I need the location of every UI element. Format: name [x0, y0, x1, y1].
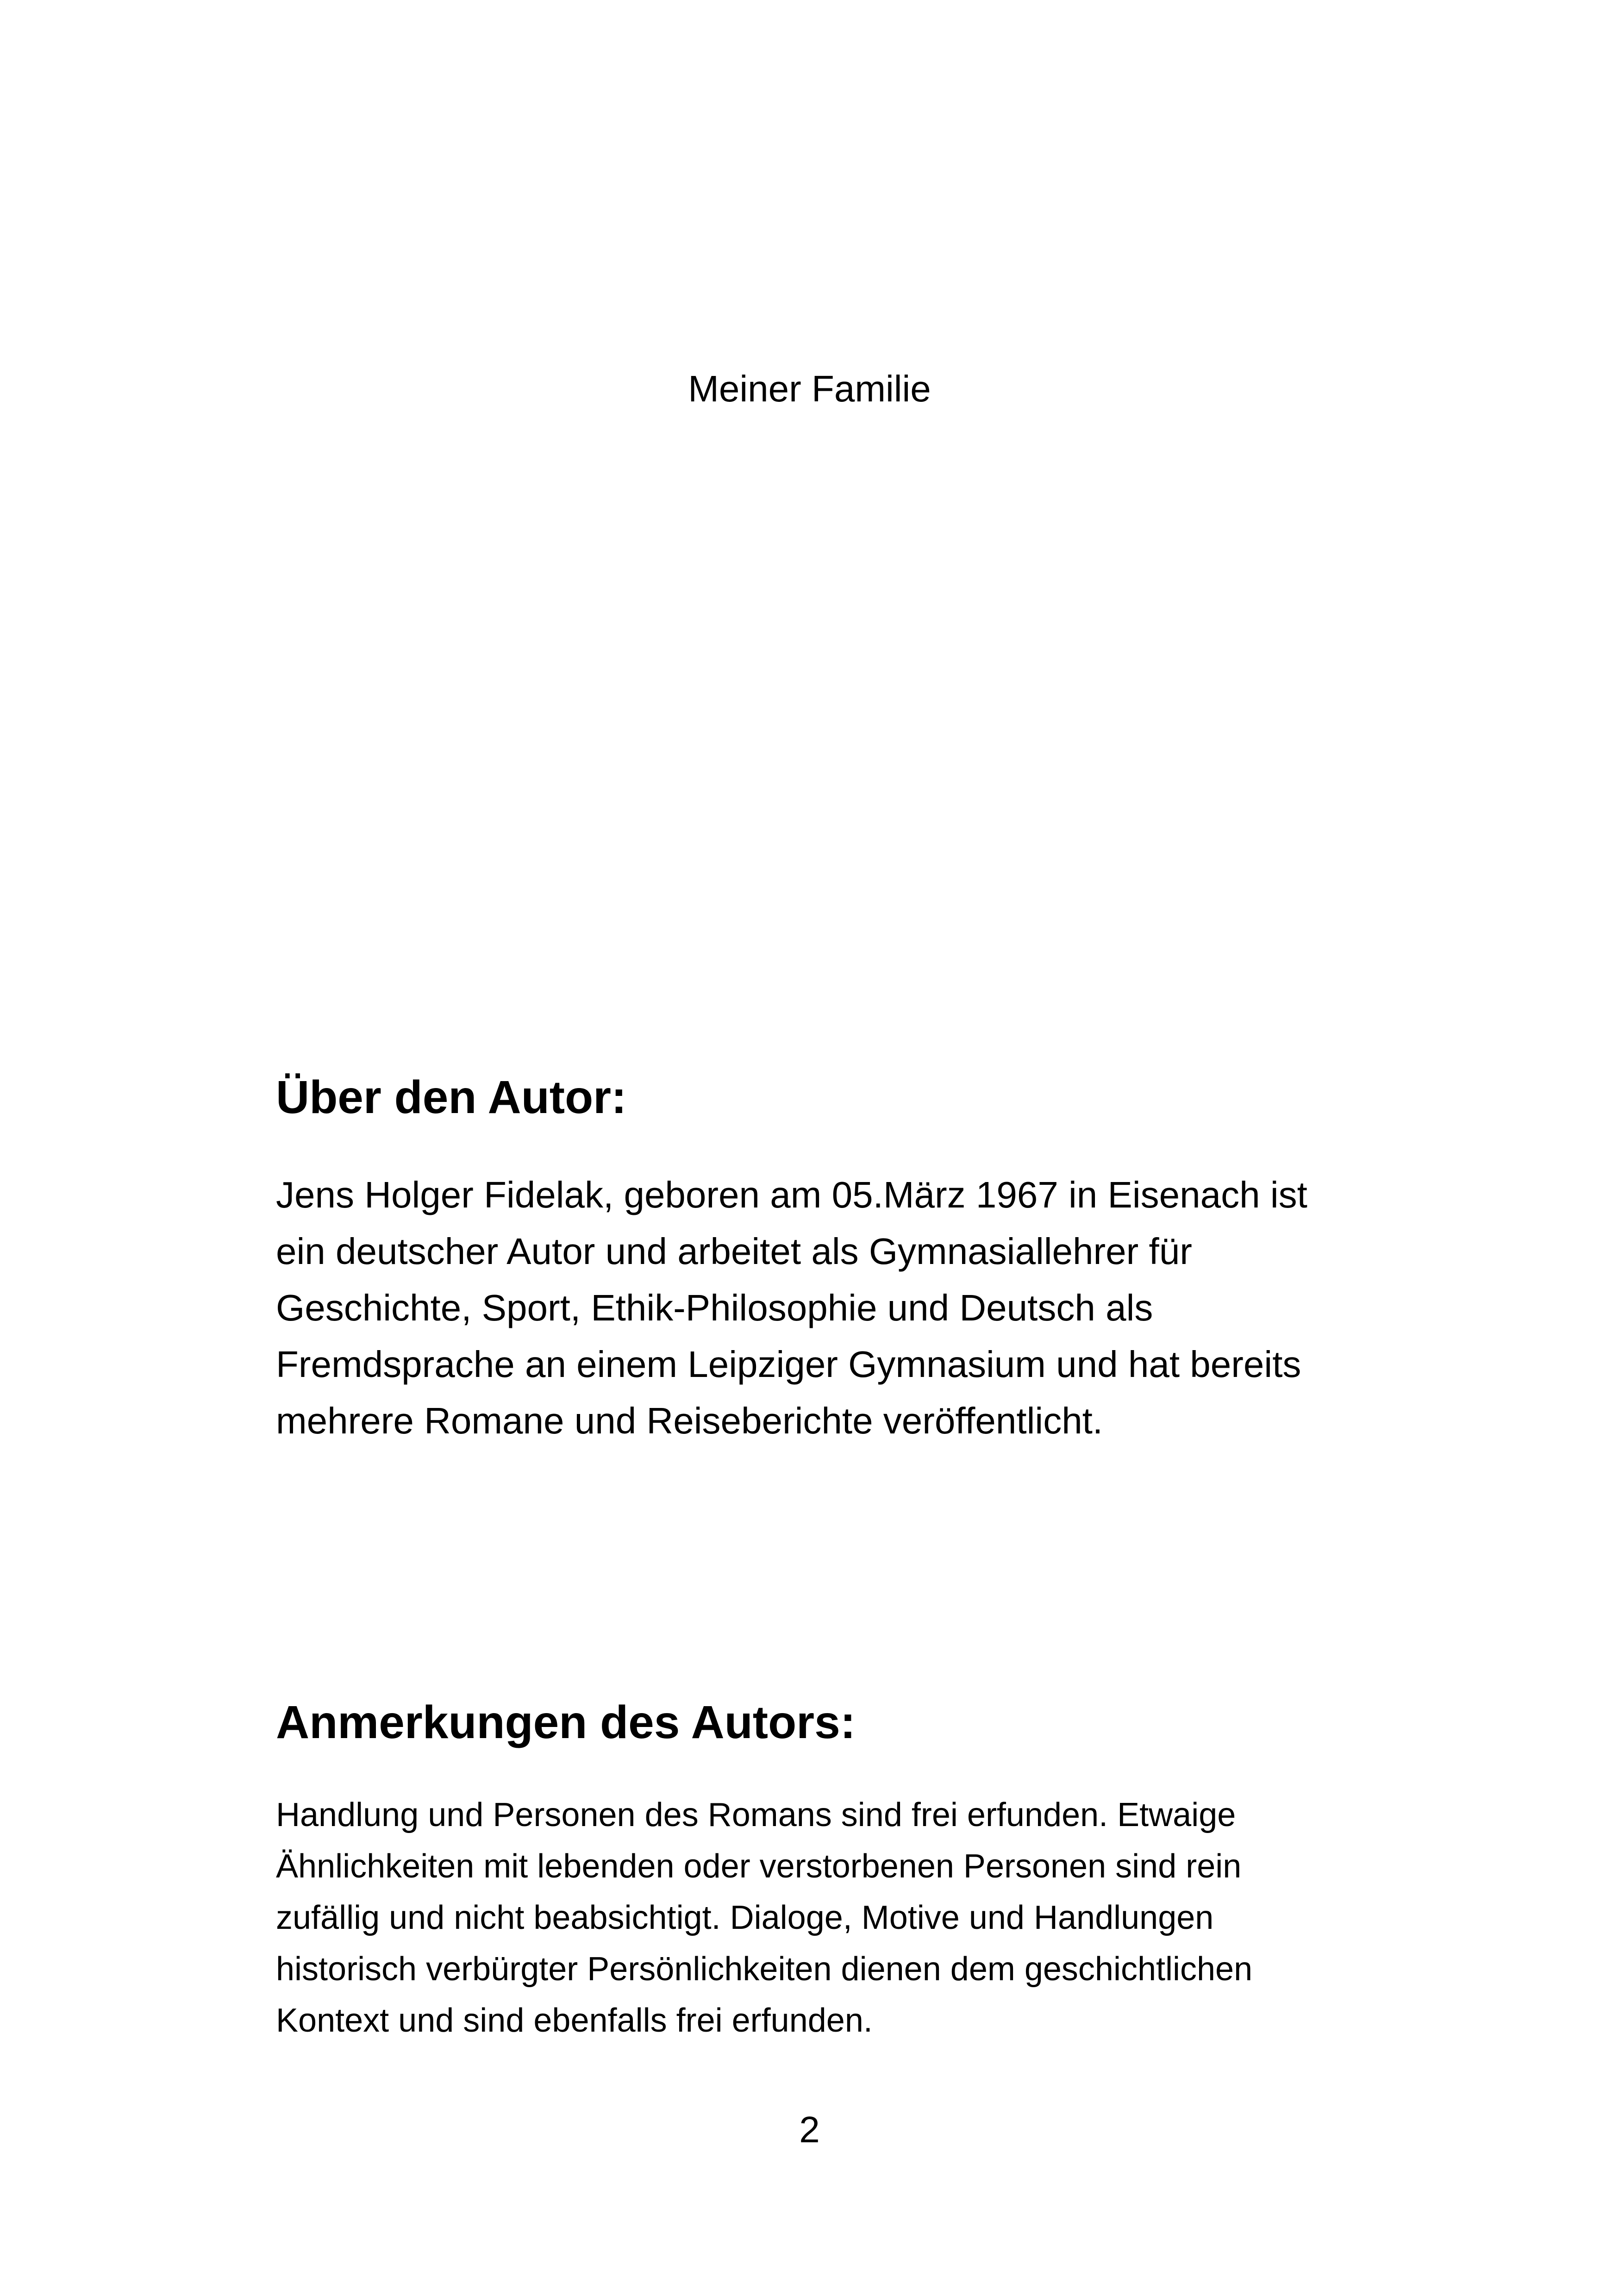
- about-author-line: Fremdsprache an einem Leipziger Gymnasium und hat bereits: [276, 1344, 1301, 1385]
- about-author-heading: Über den Autor:: [276, 1071, 627, 1123]
- author-notes-line: Kontext und sind ebenfalls frei erfunden.: [276, 2002, 873, 2039]
- author-notes-text: [276, 1789, 1387, 2046]
- dedication: Meiner Familie: [688, 368, 931, 409]
- about-author-text: [276, 1167, 1387, 1449]
- author-notes-line: historisch verbürgter Persönlichkeiten dienen dem geschichtlichen: [276, 1951, 1253, 1988]
- author-notes-line: zufällig und nicht beabsichtigt. Dialoge, Motive und Handlungen: [276, 1899, 1214, 1936]
- about-author-line: Jens Holger Fidelak, geboren am 05.März 1967 in Eisenach ist: [276, 1174, 1307, 1215]
- author-notes-heading: Anmerkungen des Autors:: [276, 1696, 856, 1748]
- about-author-line: ein deutscher Autor und arbeitet als Gymnasiallehrer für: [276, 1231, 1192, 1272]
- about-author-line: Geschichte, Sport, Ethik-Philosophie und Deutsch als: [276, 1287, 1153, 1328]
- author-notes-line: Handlung und Personen des Romans sind frei erfunden. Etwaige: [276, 1796, 1236, 1833]
- about-author-line: mehrere Romane und Reiseberichte veröffentlicht.: [276, 1400, 1103, 1441]
- page-number: 2: [799, 2109, 820, 2150]
- author-notes-line: Ähnlichkeiten mit lebenden oder verstorbenen Personen sind rein: [276, 1848, 1242, 1885]
